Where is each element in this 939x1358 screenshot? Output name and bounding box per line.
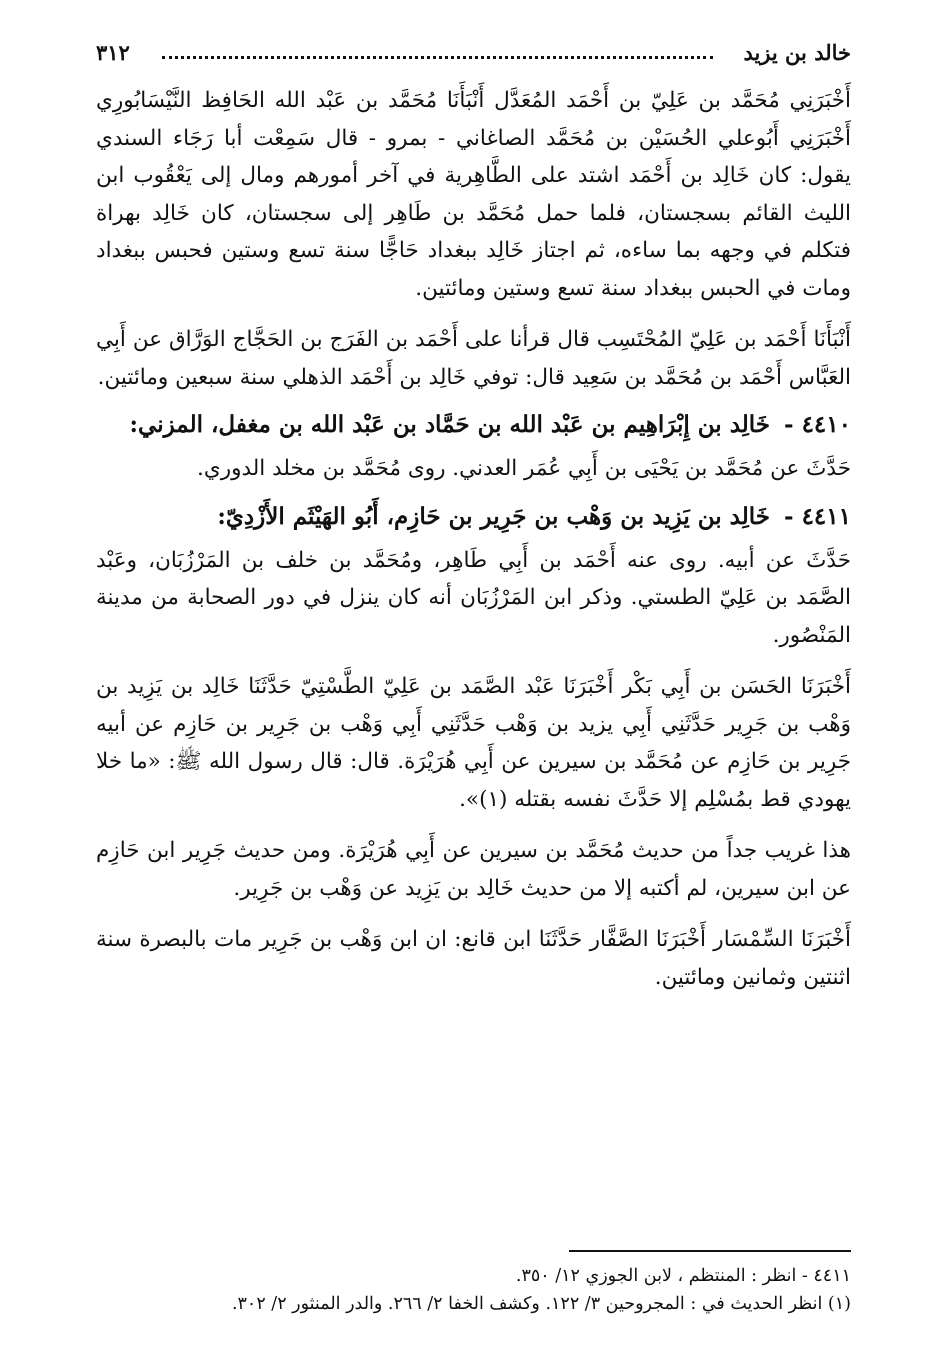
page-number: ٣١٢ [96,40,130,65]
page-body [96,82,851,996]
entry-text: حَدَّثَ عن أبيه. روى عنه أَحْمَد بن أَبِي طَاهِر، ومُحَمَّد بن خلف بن المَرْزُبَان، وعَبْد الصَّمَد بن عَلِيّ الطستي. وذكر ابن المَرْزُبَان أنه كان ينزل في دور الصحابة من مدينة المَنْصُور. [96,547,851,648]
entry-title: خَالِد بن يَزِيد بن وَهْب بن جَرِير بن حَازِم، أَبُو الهَيْثَم الأَزْدِيّ: [217,502,770,530]
footnotes [96,1262,851,1318]
entry-heading [96,498,851,536]
paragraph: أَخْبَرَنِي مُحَمَّد بن عَلِيّ بن أَحْمَد المُعَدَّل أَنْبَأَنَا مُحَمَّد بن عَبْد الله الحَافِظ النَّيْسَابُورِي أَخْبَرَنِي أَبُوعلي الحُسَيْن بن مُحَمَّد الصاغاني - بمرو - قال سَمِعْت أبا رَجَاء السندي يقول: كان خَالِد بن أَحْمَد اشتد على الطَّاهِرية في آخر أمورهم ومال إلى يَعْقُوب ابن الليث القائم بسجستان، فلما حمل مُحَمَّد بن طَاهِر إلى سجستان، كان خَالِد بهراة فتكلم في وجهه بما ساءه، ثم اجتاز خَالِد ببغداد حَاجًّا سنة تسع وستين فحبس ببغداد ومات في الحبس ببغداد سنة تسع وستين ومائتين. [96,88,851,301]
paragraph: هذا غريب جداً من حديث مُحَمَّد بن سيرين عن أَبِي هُرَيْرَة. ومن حديث جَرِير ابن حَازِم عن ابن سيرين، لم أكتبه إلا من حديث خَالِد بن يَزِيد عن وَهْب بن جَرِير. [96,838,851,901]
paragraph: أَخْبَرَنَا السِّمْسَار أَخْبَرَنَا الصَّفَّار حَدَّثَنَا ابن قانع: ان ابن وَهْب بن جَرِير مات بالبصرة سنة اثنتين وثمانين ومائتين. [96,927,851,990]
entry-text: حَدَّثَ عن مُحَمَّد بن يَحْيَى بن أَبِي عُمَر العدني. روى مُحَمَّد بن مخلد الدوري. [197,456,851,481]
entry-number: ٤٤١٠ - [784,411,851,438]
footnote-rule [569,1250,851,1252]
paragraph: أَنْبَأَنَا أَحْمَد بن عَلِيّ المُحْتَسِب قال قرأنا على أَحْمَد بن الفَرَج بن الحَجَّاج الوَرَّاق عن أَبِي العَبَّاس أَحْمَد بن مُحَمَّد بن سَعِيد قال: توفي خَالِد بن أَحْمَد الذهلي سنة سبعين ومائتين. [96,327,851,390]
header-dot-leader [162,56,713,59]
running-title: خالد بن يزيد [743,40,851,65]
footnote: (١) انظر الحديث في : المجروحين ٣/ ١٢٢. وكشف الخفا ٢/ ٢٦٦. والدر المنثور ٢/ ٣٠٢. [231,1294,851,1314]
entry-heading [96,406,851,444]
page-header [96,40,851,72]
paragraph: أَخْبَرَنَا الحَسَن بن أَبِي بَكْر أَخْبَرَنَا عَبْد الصَّمَد بن عَلِيّ الطَّسْتِيّ حَدَّثَنَا خَالِد بن يَزِيد بن وَهْب بن جَرِير حَدَّثَنِي أَبِي يزيد بن وَهْب حَدَّثَنِي أَبِي وَهْب بن جَرِير بن حَازِم عن أبيه جَرِير بن حَازِم عن مُحَمَّد بن سيرين عن أَبِي هُرَيْرَة. قال: قال رسول الله ﷺ: «ما خلا يهودي قط بمُسْلِم إلا حَدَّثَ نفسه بقتله (١)». [96,674,851,812]
entry-number: ٤٤١١ - [784,502,851,530]
footnote: ٤٤١١ - انظر : المنتظم ، لابن الجوزي ١٢/ ٣٥٠. [515,1266,851,1286]
entry-title: خَالِد بن إِبْرَاهِيم بن عَبْد الله بن حَمَّاد بن عَبْد الله بن مغفل، المزني: [129,411,770,438]
